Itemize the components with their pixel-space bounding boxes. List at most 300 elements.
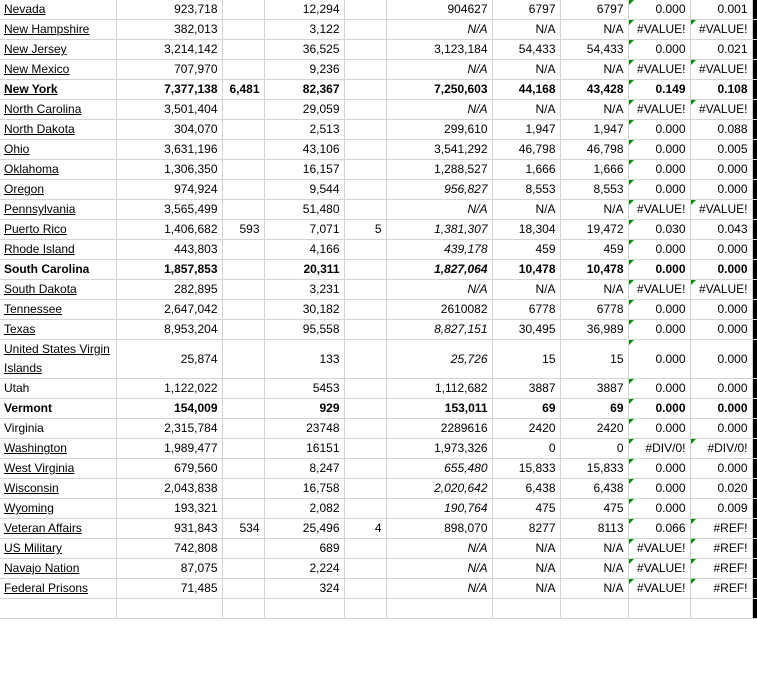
cell-recovered[interactable]: 0 [560,439,628,459]
cell-col-e[interactable]: 4 [344,519,386,539]
cell-positive[interactable]: 929 [264,399,344,419]
cell-negative[interactable]: 1,381,307 [386,220,492,240]
cell-positive[interactable]: 133 [264,340,344,379]
cell-col-e[interactable] [344,300,386,320]
cell-col-e[interactable] [344,459,386,479]
table-row[interactable] [0,160,757,180]
cell-rate-a[interactable]: 0.000 [628,499,690,519]
cell-rate-a[interactable]: 0.066 [628,519,690,539]
cell-rate-b[interactable]: 0.000 [690,340,752,379]
cell-total-tests[interactable]: 25,874 [116,340,222,379]
cell-rate-a[interactable]: 0.000 [628,320,690,340]
cell-col-e[interactable] [344,320,386,340]
cell-positive[interactable]: 23748 [264,419,344,439]
cell-col-c[interactable] [222,200,264,220]
cell-recovered[interactable]: 475 [560,499,628,519]
cell-total-tests[interactable] [116,599,222,619]
cell-negative[interactable]: N/A [386,200,492,220]
cell-recovered[interactable]: 69 [560,399,628,419]
table-row[interactable] [0,399,757,419]
cell-recovered[interactable]: 3887 [560,379,628,399]
cell-negative[interactable]: 1,973,326 [386,439,492,459]
cell-deaths[interactable]: 6797 [492,0,560,20]
cell-col-e[interactable] [344,419,386,439]
cell-positive[interactable]: 16151 [264,439,344,459]
cell-recovered[interactable]: N/A [560,20,628,40]
cell-total-tests[interactable]: 154,009 [116,399,222,419]
cell-col-c[interactable] [222,599,264,619]
cell-recovered[interactable]: 15,833 [560,459,628,479]
cell-total-tests[interactable]: 2,315,784 [116,419,222,439]
cell-col-e[interactable] [344,120,386,140]
cell-positive[interactable]: 12,294 [264,0,344,20]
cell-col-e[interactable] [344,260,386,280]
cell-negative[interactable]: 439,178 [386,240,492,260]
cell-deaths[interactable]: N/A [492,20,560,40]
cell-jurisdiction[interactable] [0,340,116,379]
cell-recovered[interactable]: N/A [560,100,628,120]
cell-jurisdiction[interactable] [0,220,116,240]
cell-recovered[interactable]: 36,989 [560,320,628,340]
cell-rate-a[interactable]: #VALUE! [628,539,690,559]
cell-positive[interactable]: 82,367 [264,80,344,100]
cell-recovered[interactable]: 6797 [560,0,628,20]
cell-col-c[interactable] [222,559,264,579]
cell-col-c[interactable] [222,419,264,439]
cell-recovered[interactable]: 6,438 [560,479,628,499]
cell-rate-b[interactable]: 0.000 [690,379,752,399]
cell-recovered[interactable]: N/A [560,559,628,579]
cell-col-e[interactable] [344,180,386,200]
cell-jurisdiction[interactable] [0,0,116,20]
cell-total-tests[interactable]: 443,803 [116,240,222,260]
cell-col-c[interactable] [222,180,264,200]
cell-recovered[interactable]: 1,666 [560,160,628,180]
cell-jurisdiction[interactable]: Vermont [0,399,116,419]
cell-jurisdiction[interactable] [0,160,116,180]
cell-deaths[interactable]: N/A [492,280,560,300]
cell-negative[interactable]: 898,070 [386,519,492,539]
cell-deaths[interactable]: 44,168 [492,80,560,100]
cell-rate-b[interactable] [690,599,752,619]
cell-recovered[interactable]: 10,478 [560,260,628,280]
cell-rate-a[interactable]: 0.000 [628,240,690,260]
cell-col-e[interactable] [344,160,386,180]
cell-rate-a[interactable]: 0.000 [628,160,690,180]
cell-positive[interactable]: 8,247 [264,459,344,479]
cell-rate-a[interactable]: 0.000 [628,379,690,399]
cell-col-c[interactable] [222,539,264,559]
cell-total-tests[interactable]: 742,808 [116,539,222,559]
cell-col-e[interactable] [344,80,386,100]
table-row[interactable] [0,539,757,559]
cell-col-e[interactable] [344,200,386,220]
cell-deaths[interactable]: 475 [492,499,560,519]
cell-negative[interactable]: 25,726 [386,340,492,379]
cell-negative[interactable]: 8,827,151 [386,320,492,340]
cell-positive[interactable]: 7,071 [264,220,344,240]
cell-positive[interactable]: 2,224 [264,559,344,579]
cell-total-tests[interactable]: 3,214,142 [116,40,222,60]
table-row[interactable] [0,180,757,200]
cell-total-tests[interactable]: 2,647,042 [116,300,222,320]
cell-deaths[interactable]: 8277 [492,519,560,539]
cell-col-c[interactable] [222,320,264,340]
cell-rate-a[interactable]: 0.000 [628,340,690,379]
cell-col-e[interactable] [344,100,386,120]
cell-rate-b[interactable]: 0.108 [690,80,752,100]
table-row[interactable] [0,120,757,140]
table-row[interactable] [0,60,757,80]
cell-deaths[interactable]: 18,304 [492,220,560,240]
cell-rate-b[interactable]: 0.001 [690,0,752,20]
cell-jurisdiction[interactable] [0,599,116,619]
cell-recovered[interactable]: 6778 [560,300,628,320]
cell-jurisdiction[interactable] [0,80,116,100]
cell-rate-a[interactable]: 0.000 [628,140,690,160]
cell-recovered[interactable]: N/A [560,539,628,559]
cell-negative[interactable]: 1,827,064 [386,260,492,280]
cell-jurisdiction[interactable] [0,300,116,320]
cell-col-e[interactable] [344,479,386,499]
cell-rate-a[interactable]: #VALUE! [628,100,690,120]
cell-total-tests[interactable]: 8,953,204 [116,320,222,340]
cell-jurisdiction[interactable] [0,200,116,220]
cell-total-tests[interactable]: 931,843 [116,519,222,539]
cell-negative[interactable]: 904627 [386,0,492,20]
cell-rate-a[interactable]: #VALUE! [628,20,690,40]
cell-jurisdiction[interactable] [0,100,116,120]
cell-recovered[interactable]: 8113 [560,519,628,539]
cell-jurisdiction[interactable] [0,280,116,300]
cell-positive[interactable]: 9,236 [264,60,344,80]
cell-negative[interactable]: 299,610 [386,120,492,140]
cell-col-c[interactable]: 6,481 [222,80,264,100]
cell-negative[interactable]: 1,112,682 [386,379,492,399]
cell-col-c[interactable] [222,160,264,180]
cell-recovered[interactable]: 8,553 [560,180,628,200]
cell-deaths[interactable]: 15,833 [492,459,560,479]
cell-negative[interactable]: 956,827 [386,180,492,200]
cell-deaths[interactable]: N/A [492,559,560,579]
cell-positive[interactable]: 3,231 [264,280,344,300]
cell-rate-a[interactable]: #VALUE! [628,200,690,220]
cell-total-tests[interactable]: 1,306,350 [116,160,222,180]
cell-rate-b[interactable]: #VALUE! [690,280,752,300]
cell-jurisdiction[interactable]: Virginia [0,419,116,439]
cell-negative[interactable]: N/A [386,280,492,300]
table-row[interactable] [0,40,757,60]
cell-jurisdiction[interactable] [0,519,116,539]
cell-rate-a[interactable]: 0.000 [628,419,690,439]
table-row[interactable] [0,579,757,599]
cell-col-e[interactable] [344,0,386,20]
table-row[interactable] [0,439,757,459]
cell-rate-b[interactable]: #REF! [690,519,752,539]
table-row[interactable] [0,320,757,340]
cell-negative[interactable]: N/A [386,579,492,599]
cell-total-tests[interactable]: 1,989,477 [116,439,222,459]
cell-jurisdiction[interactable] [0,40,116,60]
cell-rate-a[interactable]: 0.000 [628,260,690,280]
cell-rate-b[interactable]: 0.000 [690,399,752,419]
cell-col-e[interactable] [344,40,386,60]
cell-total-tests[interactable]: 2,043,838 [116,479,222,499]
cell-negative[interactable]: N/A [386,100,492,120]
cell-recovered[interactable]: 19,472 [560,220,628,240]
cell-positive[interactable]: 51,480 [264,200,344,220]
cell-rate-a[interactable]: 0.000 [628,479,690,499]
cell-col-e[interactable] [344,559,386,579]
cell-col-c[interactable] [222,579,264,599]
cell-rate-b[interactable]: #VALUE! [690,100,752,120]
cell-positive[interactable]: 16,758 [264,479,344,499]
cell-deaths[interactable]: 459 [492,240,560,260]
table-row[interactable] [0,419,757,439]
cell-rate-b[interactable]: #VALUE! [690,200,752,220]
cell-rate-b[interactable]: 0.000 [690,240,752,260]
cell-recovered[interactable]: N/A [560,60,628,80]
cell-negative[interactable]: 190,764 [386,499,492,519]
cell-negative[interactable] [386,599,492,619]
cell-jurisdiction[interactable] [0,320,116,340]
cell-col-c[interactable] [222,439,264,459]
cell-rate-a[interactable]: 0.000 [628,180,690,200]
cell-rate-a[interactable]: #DIV/0! [628,439,690,459]
cell-total-tests[interactable]: 282,895 [116,280,222,300]
cell-rate-a[interactable]: 0.149 [628,80,690,100]
table-row[interactable] [0,379,757,399]
cell-recovered[interactable]: 46,798 [560,140,628,160]
cell-recovered[interactable]: 54,433 [560,40,628,60]
cell-rate-a[interactable]: #VALUE! [628,559,690,579]
cell-negative[interactable]: 1,288,527 [386,160,492,180]
cell-rate-b[interactable]: 0.000 [690,180,752,200]
cell-recovered[interactable]: 459 [560,240,628,260]
cell-positive[interactable]: 2,513 [264,120,344,140]
cell-col-e[interactable] [344,499,386,519]
cell-col-c[interactable] [222,120,264,140]
cell-rate-a[interactable]: 0.000 [628,399,690,419]
cell-col-e[interactable]: 5 [344,220,386,240]
cell-negative[interactable]: 3,541,292 [386,140,492,160]
cell-positive[interactable] [264,599,344,619]
cell-jurisdiction[interactable] [0,539,116,559]
cell-rate-b[interactable]: 0.009 [690,499,752,519]
cell-col-e[interactable] [344,340,386,379]
cell-deaths[interactable] [492,599,560,619]
cell-col-c[interactable]: 593 [222,220,264,240]
cell-total-tests[interactable]: 707,970 [116,60,222,80]
cell-col-c[interactable] [222,379,264,399]
cell-col-c[interactable] [222,100,264,120]
cell-recovered[interactable] [560,599,628,619]
cell-col-c[interactable] [222,479,264,499]
cell-negative[interactable]: N/A [386,559,492,579]
cell-col-c[interactable] [222,40,264,60]
cell-negative[interactable]: N/A [386,539,492,559]
cell-deaths[interactable]: 46,798 [492,140,560,160]
cell-positive[interactable]: 5453 [264,379,344,399]
cell-rate-b[interactable]: 0.021 [690,40,752,60]
cell-recovered[interactable]: 1,947 [560,120,628,140]
cell-deaths[interactable]: 8,553 [492,180,560,200]
cell-deaths[interactable]: 54,433 [492,40,560,60]
cell-positive[interactable]: 20,311 [264,260,344,280]
cell-col-c[interactable] [222,459,264,479]
cell-deaths[interactable]: 2420 [492,419,560,439]
cell-col-e[interactable] [344,579,386,599]
cell-positive[interactable]: 29,059 [264,100,344,120]
cell-col-e[interactable] [344,60,386,80]
cell-jurisdiction[interactable] [0,439,116,459]
cell-jurisdiction[interactable] [0,140,116,160]
cell-col-c[interactable] [222,499,264,519]
cell-jurisdiction[interactable] [0,499,116,519]
cell-col-e[interactable] [344,439,386,459]
table-row[interactable] [0,80,757,100]
cell-jurisdiction[interactable] [0,120,116,140]
cell-col-e[interactable] [344,599,386,619]
cell-recovered[interactable]: N/A [560,579,628,599]
cell-rate-b[interactable]: #VALUE! [690,20,752,40]
cell-positive[interactable]: 95,558 [264,320,344,340]
cell-positive[interactable]: 30,182 [264,300,344,320]
table-row[interactable] [0,240,757,260]
cell-jurisdiction[interactable] [0,459,116,479]
cell-total-tests[interactable]: 3,565,499 [116,200,222,220]
cell-recovered[interactable]: N/A [560,280,628,300]
cell-positive[interactable]: 3,122 [264,20,344,40]
cell-col-c[interactable] [222,300,264,320]
cell-positive[interactable]: 25,496 [264,519,344,539]
cell-jurisdiction[interactable] [0,240,116,260]
cell-rate-b[interactable]: #REF! [690,559,752,579]
cell-col-c[interactable] [222,60,264,80]
cell-deaths[interactable]: 30,495 [492,320,560,340]
cell-positive[interactable]: 4,166 [264,240,344,260]
cell-recovered[interactable]: N/A [560,200,628,220]
cell-col-c[interactable] [222,20,264,40]
cell-col-e[interactable] [344,399,386,419]
cell-negative[interactable]: 3,123,184 [386,40,492,60]
cell-negative[interactable]: 2289616 [386,419,492,439]
table-row[interactable] [0,140,757,160]
cell-total-tests[interactable]: 1,406,682 [116,220,222,240]
cell-total-tests[interactable]: 7,377,138 [116,80,222,100]
cell-total-tests[interactable]: 193,321 [116,499,222,519]
table-row[interactable] [0,100,757,120]
cell-total-tests[interactable]: 87,075 [116,559,222,579]
cell-positive[interactable]: 16,157 [264,160,344,180]
cell-rate-b[interactable]: 0.000 [690,320,752,340]
cell-total-tests[interactable]: 923,718 [116,0,222,20]
cell-jurisdiction[interactable] [0,180,116,200]
cell-rate-a[interactable] [628,599,690,619]
cell-positive[interactable]: 324 [264,579,344,599]
table-row[interactable] [0,459,757,479]
cell-jurisdiction[interactable] [0,20,116,40]
cell-deaths[interactable]: N/A [492,539,560,559]
cell-deaths[interactable]: N/A [492,100,560,120]
cell-col-e[interactable] [344,140,386,160]
cell-rate-b[interactable]: 0.000 [690,300,752,320]
cell-deaths[interactable]: N/A [492,200,560,220]
cell-deaths[interactable]: 69 [492,399,560,419]
cell-rate-a[interactable]: 0.000 [628,40,690,60]
table-row[interactable] [0,280,757,300]
cell-jurisdiction[interactable]: South Carolina [0,260,116,280]
table-row[interactable] [0,559,757,579]
cell-jurisdiction[interactable] [0,479,116,499]
cell-rate-b[interactable]: 0.043 [690,220,752,240]
cell-negative[interactable]: 153,011 [386,399,492,419]
cell-recovered[interactable]: 2420 [560,419,628,439]
cell-rate-a[interactable]: 0.000 [628,459,690,479]
cell-rate-a[interactable]: #VALUE! [628,280,690,300]
cell-col-e[interactable] [344,280,386,300]
cell-total-tests[interactable]: 679,560 [116,459,222,479]
cell-positive[interactable]: 2,082 [264,499,344,519]
cell-negative[interactable]: 7,250,603 [386,80,492,100]
cell-jurisdiction[interactable] [0,60,116,80]
cell-recovered[interactable]: 15 [560,340,628,379]
cell-col-c[interactable] [222,0,264,20]
table-row[interactable] [0,0,757,20]
table-row[interactable] [0,519,757,539]
cell-rate-a[interactable]: 0.000 [628,300,690,320]
cell-deaths[interactable]: 6,438 [492,479,560,499]
cell-total-tests[interactable]: 304,070 [116,120,222,140]
table-row[interactable] [0,479,757,499]
cell-deaths[interactable]: 3887 [492,379,560,399]
table-row[interactable] [0,20,757,40]
cell-rate-b[interactable]: #REF! [690,579,752,599]
cell-col-c[interactable] [222,340,264,379]
table-row[interactable] [0,300,757,320]
cell-rate-a[interactable]: 0.000 [628,0,690,20]
cell-col-c[interactable] [222,240,264,260]
cell-deaths[interactable]: N/A [492,579,560,599]
cell-rate-b[interactable]: #VALUE! [690,60,752,80]
cell-negative[interactable]: N/A [386,60,492,80]
cell-rate-b[interactable]: 0.020 [690,479,752,499]
cell-total-tests[interactable]: 1,122,022 [116,379,222,399]
cell-deaths[interactable]: 0 [492,439,560,459]
cell-deaths[interactable]: 6778 [492,300,560,320]
cell-positive[interactable]: 36,525 [264,40,344,60]
cell-col-c[interactable] [222,280,264,300]
cell-total-tests[interactable]: 382,013 [116,20,222,40]
cell-jurisdiction[interactable] [0,559,116,579]
cell-positive[interactable]: 9,544 [264,180,344,200]
table-row[interactable] [0,260,757,280]
cell-rate-b[interactable]: #REF! [690,539,752,559]
cell-col-c[interactable]: 534 [222,519,264,539]
cell-rate-a[interactable]: #VALUE! [628,60,690,80]
cell-rate-a[interactable]: #VALUE! [628,579,690,599]
table-row[interactable] [0,200,757,220]
cell-deaths[interactable]: 15 [492,340,560,379]
table-row[interactable] [0,220,757,240]
cell-col-c[interactable] [222,140,264,160]
table-row[interactable] [0,599,757,619]
cell-rate-b[interactable]: 0.000 [690,419,752,439]
cell-negative[interactable]: 2610082 [386,300,492,320]
cell-rate-b[interactable]: 0.000 [690,260,752,280]
cell-rate-a[interactable]: 0.000 [628,120,690,140]
cell-deaths[interactable]: 1,947 [492,120,560,140]
